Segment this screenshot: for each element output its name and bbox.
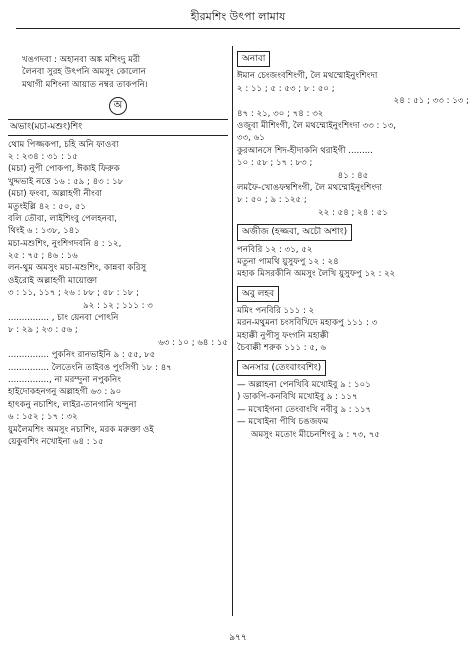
entry-line: ২ : ২৩৪ : ৩১ : ১৫: [8, 151, 78, 162]
section-heading: অজীজ (হজ্জবা, অচৌ অশাং): [237, 224, 352, 240]
entry-line: লমফৈ-খোঙফম্বশিংগী, লৈ মথম্মোইনুংশিংদা: [237, 182, 383, 193]
entry-line: ৮ : ২৯ ; ২৩ : ৫৬ ;: [8, 325, 78, 336]
entry-line: অমসুং মতোং মীচেনশিংবু ৯ : ৭৩, ৭৫: [251, 429, 380, 440]
entry-line: কুরআনসে শিদ-হীদাকনি থরাইগী .........: [237, 145, 373, 156]
page-header: হীরমশিং উৎপা লামায: [190, 10, 286, 23]
entry-line: ৮ : ৫০ ; ৯ : ১২৫ ;: [237, 195, 307, 206]
entry-line: — মখোইনা পীখি চঙজফম: [237, 417, 329, 428]
entry-line: মহাক মিসরকীনি অমসুং লৈখি য়ুসুফপু ১২ : ২২: [237, 269, 396, 280]
section-heading: অবু লহব: [237, 286, 279, 302]
entry-line: ৪১ : ৪৫: [337, 170, 369, 181]
entry-line: (মচা) নুপী পোকপা, ঈকাই ফিরুক: [8, 164, 120, 175]
entry-line: মহাক্কী নুপীসু ফংগনি মহাক্কী: [237, 330, 329, 341]
entry-line: ২২ : ৫৪ ; ২৪ : ৫১: [318, 207, 388, 218]
entry-line: খুদ্দভাই নত্তে ১৬ : ৫৯ ; ৪৩ : ১৮: [8, 176, 124, 187]
entry-line: হাৎকনু নচাশিং, লাইর-তানগানি খন্দুনা: [8, 399, 137, 410]
entry-line: লন-থুম অমসুং মচা-মশুশিং, কান্নবা করিসু: [8, 263, 147, 274]
entry-line: মমিং পনবিরি ১১১ : ২: [237, 306, 315, 317]
entry-line: ৬৩ : ১০ ; ৬৪ : ১৫: [158, 337, 228, 348]
entry-line: চৈবাক্কী শরুক ১১১ : ৫, ৬: [237, 343, 327, 354]
entry-line: ২৪ : ৫১ ; ৩৩ : ১৩ ;: [393, 96, 469, 107]
entry-line: হাইদোকহনগনু অল্লাহগী ৬৩ : ৯০: [8, 387, 122, 398]
section-heading: অনাবা: [237, 51, 270, 67]
entry-line: ২ : ১১ ; ৫ : ৫৩ ; ৮ : ৫০ ;: [237, 83, 335, 94]
column-divider: [232, 46, 233, 616]
entry-line: ৩ : ১১, ১১৭ ; ২৬ : ৮৮ ; ৫৮ : ১৮ ;: [8, 288, 139, 299]
entry-line: মতুনা পামথি য়ুসুফপু ১২ : ২৪: [237, 256, 339, 267]
entry-line: ) ডাকপি-কনবিখি মখোইবু ৯ : ১১৭: [237, 392, 358, 403]
entry-line: ............... পুকনিং রানভাইনি ৯ : ৫৫, ৮৫: [8, 350, 156, 361]
intro-line: খঙগদবা : অহানবা অঙ্ক মশিংদু মরী: [22, 55, 141, 65]
intro-line: লৈনবা সুরহ উৎপনি অমসুং কোলোন: [22, 67, 146, 78]
entry-line: ............... লৈতেংনি তাইবঙ পুংসিগী ১৮ : ৪৭: [8, 362, 172, 373]
right-column: [237, 46, 469, 441]
entry-line: (মচা) ফংবা, অল্লাহগী নীংবা: [8, 189, 103, 200]
header-rule: [16, 28, 460, 29]
entry-line: মচা-মশুশিং, নুংশিগদবনি ৪ : ১২,: [8, 238, 122, 249]
intro-line: মথাগী মশিংনা আয়াত নম্বর তাকপনি।: [22, 79, 148, 90]
entry-line: ৩৩, ৬১: [237, 133, 265, 144]
intro-note: [8, 54, 228, 91]
left-column: [8, 52, 228, 448]
page-number: ৯৭৭: [229, 633, 247, 643]
entry-line: ঈমান চেংজংবশিংগী, লৈ মথম্মোইনুংশিংদা: [237, 71, 378, 82]
entry-line: য়েকুবশিং নখোইনা ৬৪ : ১৫: [8, 436, 104, 447]
entry-line: ৬ : ১৫২ ; ১৭ : ৩২: [8, 412, 78, 423]
section-heading: অনসার (তেংবাংবশিং): [237, 360, 326, 376]
entry-line: মতুংইল্লি ৪২ : ৫০, ৫১: [8, 201, 86, 212]
section-heading: অভাং(মচা-মশুং)শিং: [8, 119, 228, 135]
entry-line: — মখোইগনা তেংবাংখি নবীবু ৯ : ১১৭: [237, 404, 372, 415]
letter-circle: অ: [109, 97, 127, 115]
entry-line: মরন-মথুমনা চংসবিখিদে মহাকপু ১১১ : ৩: [237, 318, 378, 329]
entry-line: ওজুবা মীশিংগী, লৈ মথম্মোইনুংশিংদা ৩৩ : ১৩,: [237, 120, 397, 131]
entry-line: ............... , চাং য়েনবা পোৎনি: [8, 313, 119, 324]
entry-line: বলি তৌবা, লাইশিংবু পেলহনবা,: [8, 213, 118, 224]
entry-line: ৪৭ : ২১, ৩০ ; ৭৪ : ৩২: [237, 108, 324, 119]
entry-line: ১০ : ৫৮ ; ১৭ : ৮৩ ;: [237, 158, 313, 169]
entry-line: থোম পিজ্জকপা, চহি অনি ফাওবা: [8, 139, 119, 150]
entry-line: ২৫ : ৭৫ ; ৪৬ : ১৬: [8, 251, 78, 262]
entry-line: ..............., না মরম্দুনা নপুকনিং: [8, 375, 121, 385]
letter-heading: [8, 97, 228, 115]
entry-line: থিংই ৬ : ১৩৮, ১৪১: [8, 226, 80, 237]
entry-line: ওইরোই অল্লাহগী মায়োক্তা: [8, 275, 98, 286]
entry-line: ৯২ : ১২ ; ১১১ : ৩: [83, 300, 153, 311]
entry-line: — অল্লাহনা পেনখিবি মখোইবু ৯ : ১০১: [237, 380, 371, 391]
entry-line: পনবিরি ১২ : ৩১, ৫২: [237, 244, 313, 255]
entry-line: য়ুমলৈমশিং অমসুং নচাশিং, মরক মরুক্তা ওই: [8, 424, 154, 435]
